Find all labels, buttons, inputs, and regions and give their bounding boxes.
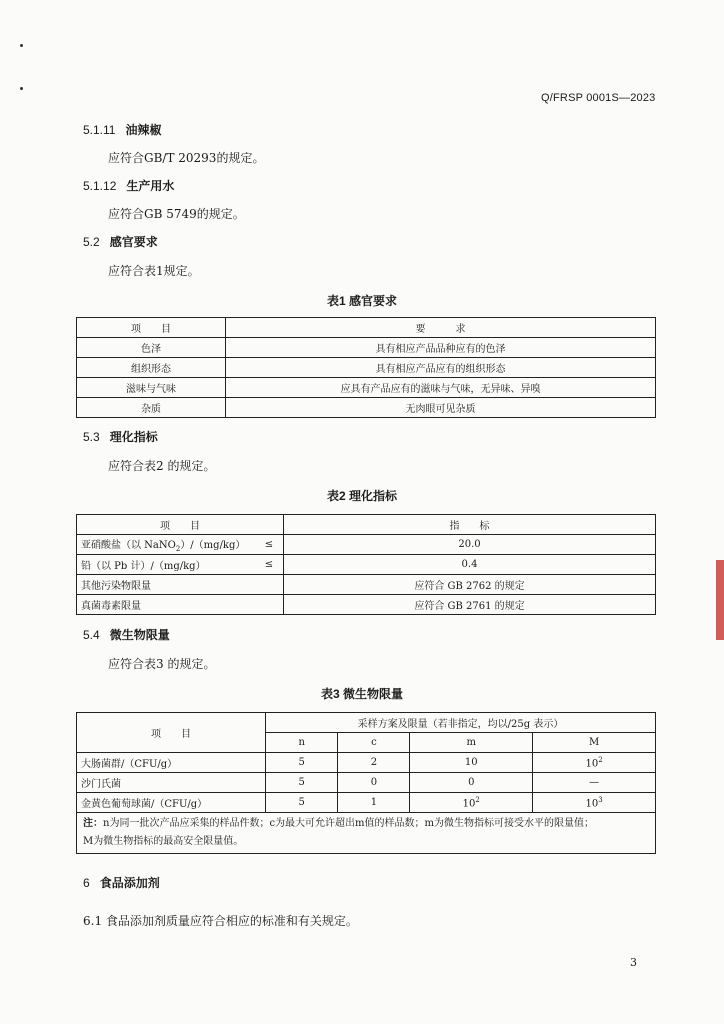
table-cell: $10^2$ — [410, 793, 533, 813]
table-note-row — [77, 813, 656, 854]
operator-cell: ≤ — [255, 535, 284, 555]
paragraph: 6.1 食品添加剂质量应符合相应的标准和有关规定。 — [83, 914, 358, 928]
heading-5-4: 5.4 微生物限量 — [83, 628, 170, 642]
table-cell: 0 — [410, 773, 533, 793]
table-row — [77, 595, 656, 615]
table-cell: 10 — [410, 753, 533, 773]
document-code: Q/FRSP 0001S—2023 — [541, 92, 656, 104]
table-cell: 2 — [338, 753, 410, 773]
paragraph: 应符合GB/T 20293的规定。 — [108, 151, 265, 165]
scan-mark — [20, 44, 23, 47]
table-cell: 20.0 — [284, 535, 656, 555]
paragraph: 应符合表3 的规定。 — [108, 657, 216, 671]
table-row — [77, 378, 656, 398]
table3-caption: 表3 微生物限量 — [320, 687, 403, 701]
table-cell: — — [533, 773, 656, 793]
red-seal-edge — [716, 560, 724, 640]
table-header-cell: 要 求 — [226, 318, 656, 338]
operator-cell: ≤ — [255, 555, 284, 575]
table-header-row — [77, 713, 656, 733]
table-row — [77, 555, 656, 575]
table-cell: 其他污染物限量 — [77, 575, 256, 595]
heading-6: 6 食品添加剂 — [83, 876, 160, 890]
table2-caption: 表2 理化指标 — [326, 489, 397, 503]
table-cell: 应具有产品应有的滋味与气味，无异味、异嗅 — [226, 378, 656, 398]
paragraph: 应符合表2 的规定。 — [108, 459, 216, 473]
table-header-cell: 项 目 — [77, 515, 284, 535]
table-cell: 大肠菌群/（CFU/g） — [77, 753, 266, 773]
table-cell: 亚硝酸盐（以 NaNO$_2$）/（mg/kg） — [77, 535, 256, 555]
table-cell: 无肉眼可见杂质 — [226, 398, 656, 418]
table-cell: 具有相应产品应有的组织形态 — [226, 358, 656, 378]
table-cell: 杂质 — [77, 398, 226, 418]
table-row — [77, 773, 656, 793]
table-header-cell: M — [533, 733, 656, 753]
operator-cell — [255, 595, 284, 615]
table-cell: 金黄色葡萄球菌/（CFU/g） — [77, 793, 266, 813]
scan-mark — [20, 87, 23, 90]
table-cell: $10^3$ — [533, 793, 656, 813]
table-cell: $10^2$ — [533, 753, 656, 773]
table-cell: 具有相应产品品种应有的色泽 — [226, 338, 656, 358]
table-header-cell: c — [338, 733, 410, 753]
table-cell: 0 — [338, 773, 410, 793]
table-header-cell: 项 目 — [77, 713, 266, 753]
table-row — [77, 575, 656, 595]
table-cell: 真菌毒素限量 — [77, 595, 256, 615]
heading-5-1-12: 5.1.12 生产用水 — [83, 179, 175, 193]
table-header-row — [77, 318, 656, 338]
table-cell: 5 — [266, 773, 338, 793]
table-header-row — [77, 515, 656, 535]
heading-5-3: 5.3 理化指标 — [83, 430, 158, 444]
table-row — [77, 358, 656, 378]
table-cell: 滋味与气味 — [77, 378, 226, 398]
table-header-cell: 项 目 — [77, 318, 226, 338]
table-cell: 组织形态 — [77, 358, 226, 378]
table-row — [77, 398, 656, 418]
table-header-cell: n — [266, 733, 338, 753]
table-cell: 1 — [338, 793, 410, 813]
table-note: 注：n为同一批次产品应采集的样品件数；c为最大可允许超出m值的样品数；m为微生物指标可接受水平的限量值； M为微生物指标的最高安全限量值。 — [77, 813, 656, 854]
table-header-cell: m — [410, 733, 533, 753]
page-number: 3 — [630, 956, 637, 969]
table-row — [77, 793, 656, 813]
table-header-cell: 采样方案及限量（若非指定，均以/25g 表示） — [266, 713, 656, 733]
table-cell: 应符合 GB 2762 的规定 — [284, 575, 656, 595]
table-cell: 5 — [266, 753, 338, 773]
sensory-table — [76, 317, 656, 418]
table-cell: 应符合 GB 2761 的规定 — [284, 595, 656, 615]
paragraph: 应符合表1规定。 — [108, 264, 200, 278]
paragraph: 应符合GB 5749的规定。 — [108, 207, 245, 221]
table1-caption: 表1 感官要求 — [326, 294, 397, 308]
heading-5-2: 5.2 感官要求 — [83, 235, 158, 249]
physicochemical-table — [76, 514, 656, 615]
table-row — [77, 338, 656, 358]
table-header-cell: 指 标 — [284, 515, 656, 535]
operator-cell — [255, 575, 284, 595]
table-cell: 色泽 — [77, 338, 226, 358]
table-row — [77, 535, 656, 555]
table-cell: 0.4 — [284, 555, 656, 575]
table-cell: 5 — [266, 793, 338, 813]
table-cell: 沙门氏菌 — [77, 773, 266, 793]
microbial-table — [76, 712, 656, 854]
table-row — [77, 753, 656, 773]
table-cell: 铅（以 Pb 计）/（mg/kg） — [77, 555, 256, 575]
heading-5-1-11: 5.1.11 油辣椒 — [83, 123, 162, 137]
